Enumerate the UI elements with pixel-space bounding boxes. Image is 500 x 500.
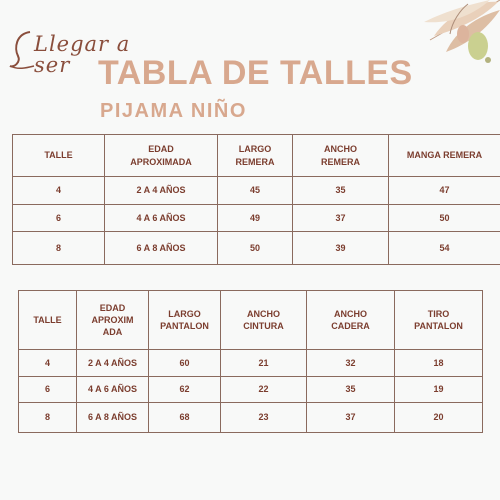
header-cell: ANCHO CADERA [307,291,395,350]
table-cell: 50 [218,232,293,265]
table-cell: 6 A 8 AÑOS [77,403,149,433]
table-cell: 35 [293,177,389,205]
table-cell: 35 [307,377,395,403]
table-cell: 49 [218,205,293,232]
table-row [19,403,483,433]
header-cell: MANGA REMERA [389,135,500,177]
header-cell: LARGO REMERA [218,135,293,177]
brand-logo-text: Llegar a ser [34,32,131,77]
table-cell: 21 [221,350,307,377]
table-cell: 37 [307,403,395,433]
table-row [19,377,483,403]
header-cell: EDAD APROXIM ADA [77,291,149,350]
table-cell: 19 [395,377,483,403]
table-cell: 6 [13,205,105,232]
table-row [13,177,500,205]
table-header-row [19,291,483,350]
table-cell: 54 [389,232,500,265]
table-cell: 8 [19,403,77,433]
table-cell: 4 A 6 AÑOS [77,377,149,403]
header-cell: TIRO PANTALON [395,291,483,350]
table-cell: 2 A 4 AÑOS [105,177,218,205]
table-cell: 50 [389,205,500,232]
table-cell: 23 [221,403,307,433]
table-cell: 4 [13,177,105,205]
table-cell: 68 [149,403,221,433]
pantalon-size-table [18,290,483,433]
table-cell: 18 [395,350,483,377]
remera-size-table [12,134,500,265]
table-cell: 60 [149,350,221,377]
table-row [13,232,500,265]
table-cell: 4 A 6 AÑOS [105,205,218,232]
table-cell: 37 [293,205,389,232]
header-cell: EDAD APROXIMADA [105,135,218,177]
table-cell: 20 [395,403,483,433]
table-cell: 32 [307,350,395,377]
header-cell: TALLE [13,135,105,177]
table-cell: 45 [218,177,293,205]
table-cell: 6 [19,377,77,403]
table-header-row [13,135,500,177]
table-row [19,350,483,377]
header-cell: ANCHO CINTURA [221,291,307,350]
page-title: TABLA DE TALLES [98,54,413,92]
table-cell: 39 [293,232,389,265]
table-cell: 62 [149,377,221,403]
table-cell: 2 A 4 AÑOS [77,350,149,377]
table-cell: 22 [221,377,307,403]
table-row [13,205,500,232]
header-cell: TALLE [19,291,77,350]
header-cell: ANCHO REMERA [293,135,389,177]
header-cell: LARGO PANTALON [149,291,221,350]
table-cell: 4 [19,350,77,377]
table-cell: 47 [389,177,500,205]
page-subtitle: PIJAMA NIÑO [100,100,247,122]
table-cell: 6 A 8 AÑOS [105,232,218,265]
table-cell: 8 [13,232,105,265]
